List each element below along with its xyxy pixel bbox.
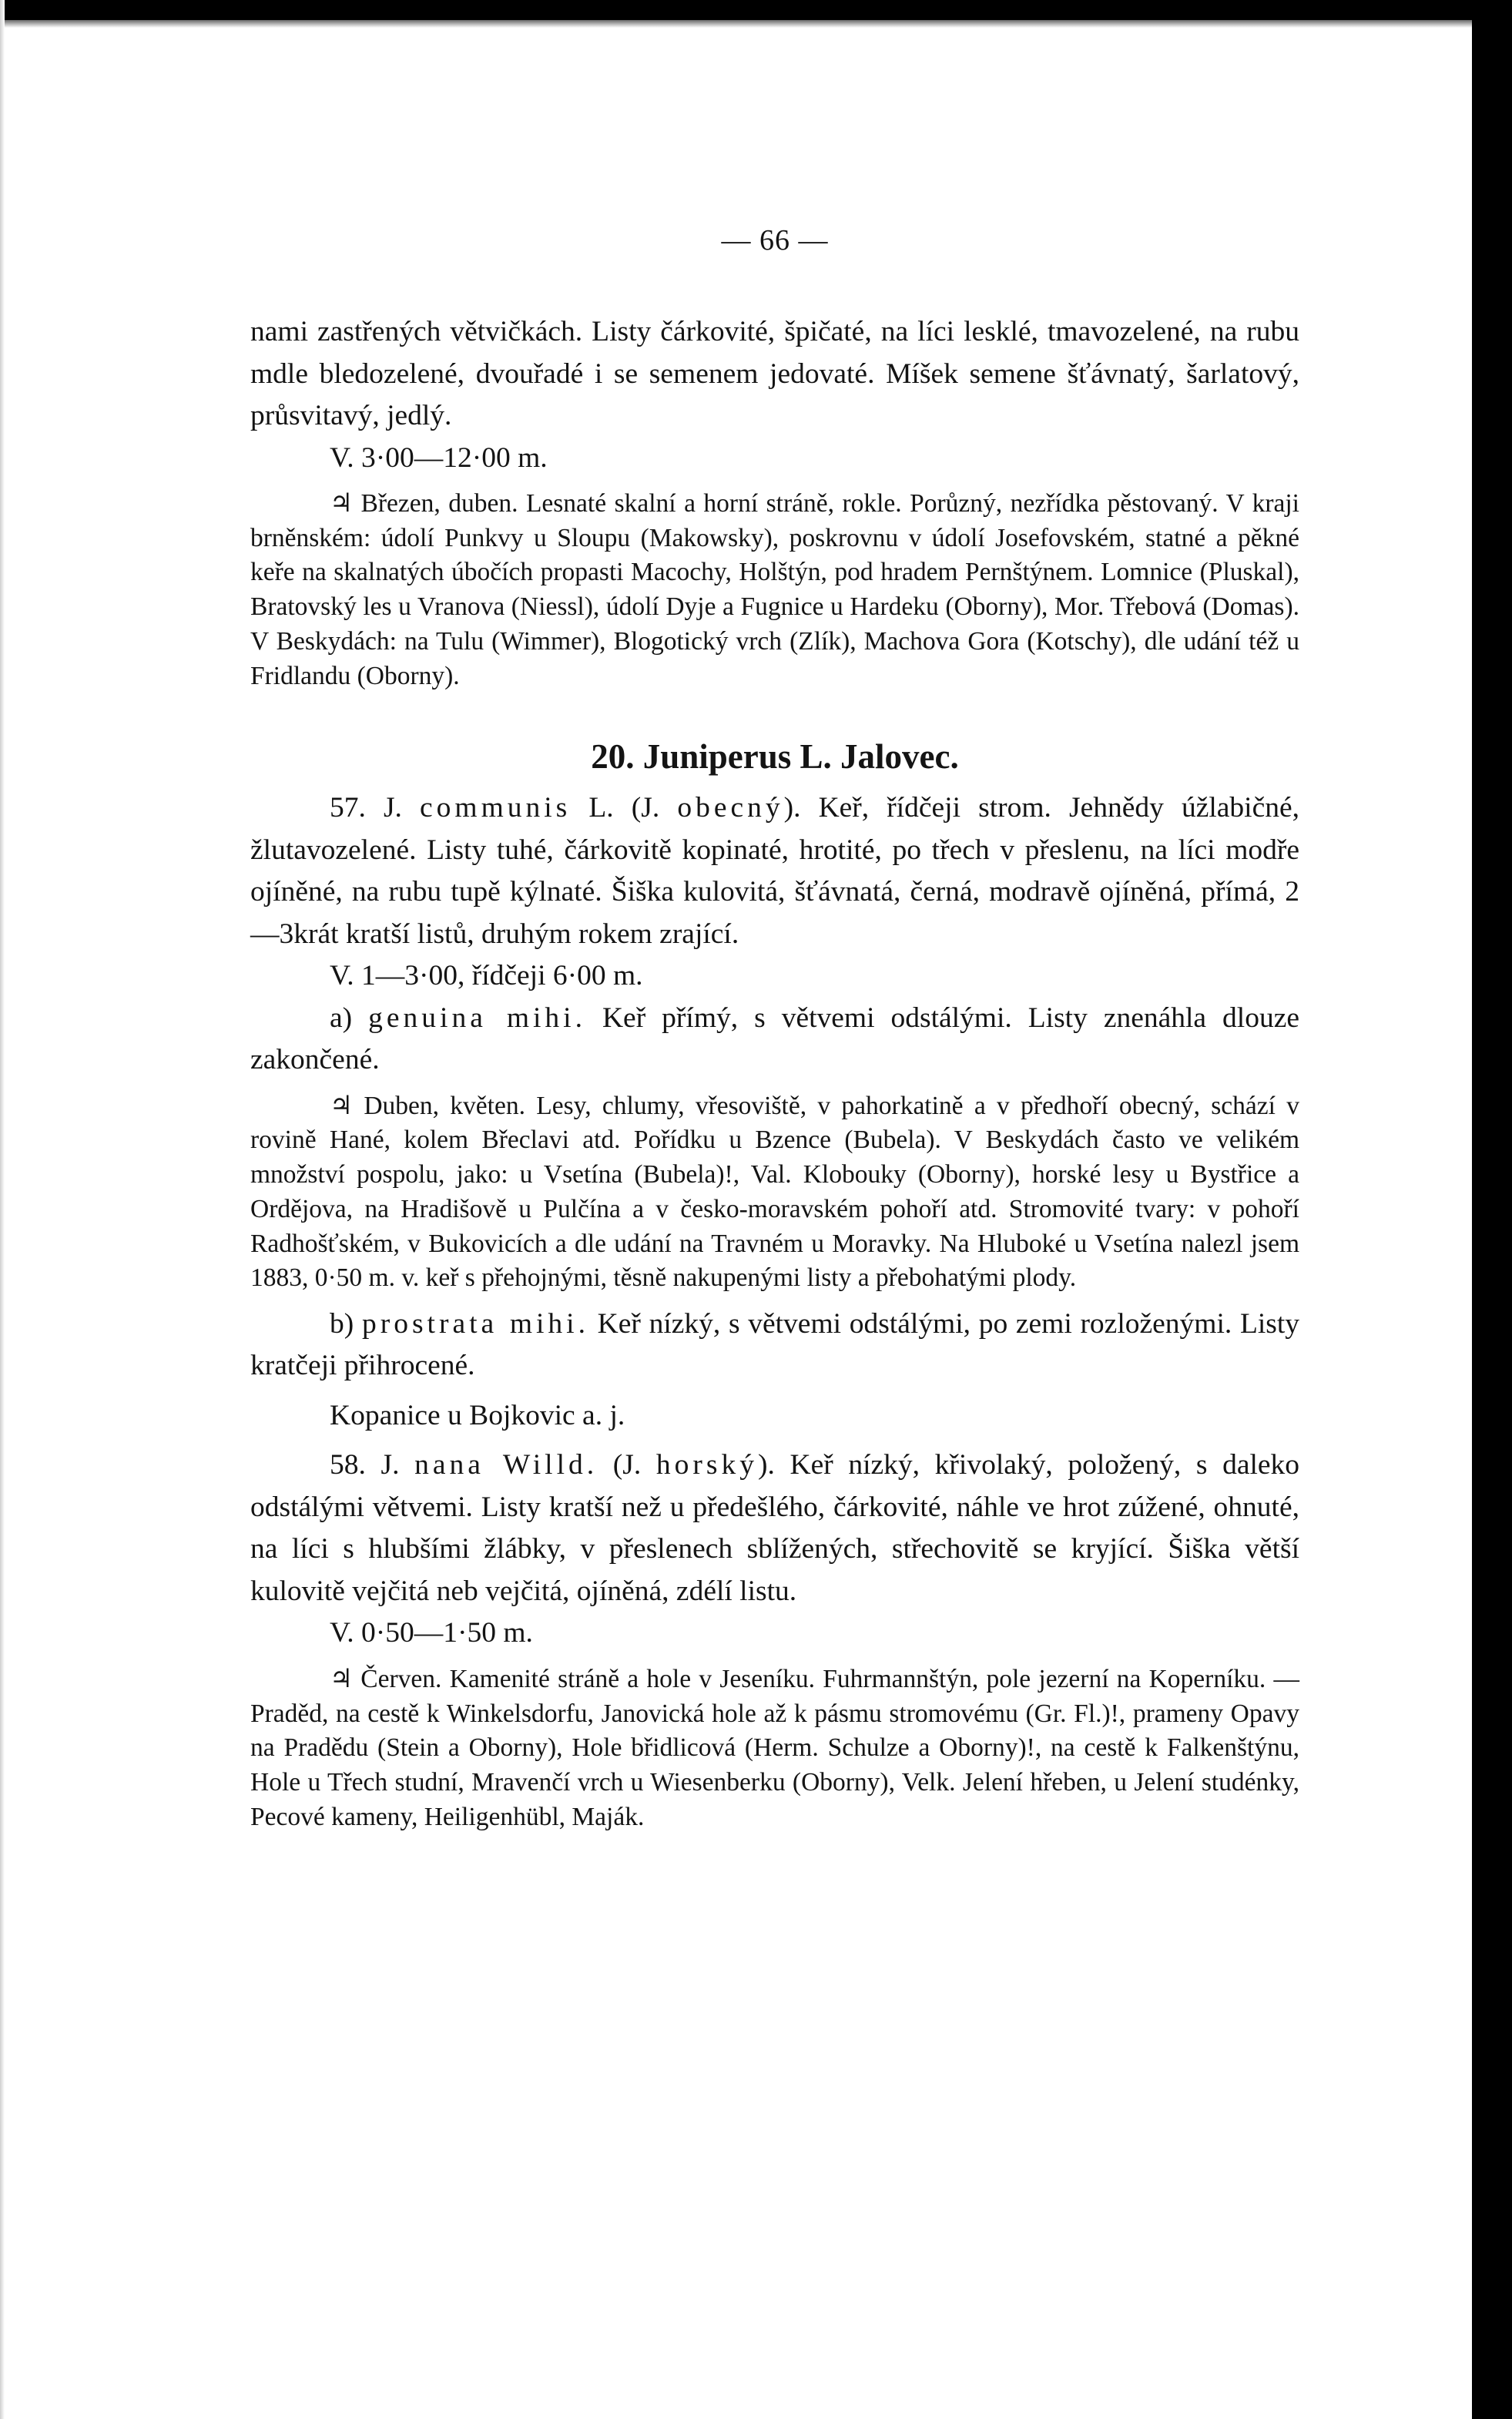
variety-name: prostrata mihi. [361,1307,589,1340]
variety-description: Keř přímý, s větvemi odstálými. Listy znenáhla dlouze zakončené. [250,1001,1300,1076]
scan-top-shadow [0,20,1472,28]
paragraph-variety-prostrata [250,1303,1299,1387]
species-description: ). Keř nízký, křivolaký, položený, s daleko odstálými větvemi. Listy kratší než u předešlého, čárkovité, náhle ve hrot zúžené, ohnuté, na líci s hlubšími žlábky, v přeslenech sblížených, střechovitě se kryjící. Šiška větší kulovitě vejčitá neb vejčitá, ojíněná, zdélí listu. [250,1449,1300,1607]
species-latin-name: nana Willd. [414,1449,598,1481]
species-latin-name: communis [420,792,572,824]
species-description: ). Keř, řídčeji strom. Jehnědy úžlabičné, žlutavozelené. Listy tuhé, čárkovitě kopinaté, hrotité, po třech v přeslenu, na líci modře ojíněné, na rubu tupě kýlnaté. Šiška kulovitá, šťávnatá, černá, modravě ojíněná, přímá, 2—3krát kratší listů, druhým rokem zrající. [250,792,1300,950]
scan-right-border [1472,0,1512,2419]
paragraph-taxus-localities: ♃ Březen, duben. Lesnaté skalní a horní stráně, rokle. Porůzný, nezřídka pěstovaný. V kraji brněnském: údolí Punkvy u Sloupu (Makowsky), poskrovnu v údolí Josefovském, statné a pěkné keře na skalnatých úbočích propasti Macochy, Holštýn, pod hradem Pernštýnem. Lomnice (Pluskal), Bratovský les u Vranova (Niessl), údolí Dyje a Fugnice u Hardeku (Oborny), Mor. Třebová (Domas). V Beskydách: na Tulu (Wimmer), Blogotický vrch (Zlík), Machova Gora (Kotschy), dle udání též u Fridlandu (Oborny). [250,489,1299,690]
species-number: 57. J. [330,792,402,824]
species-number: 58. J. [330,1449,400,1481]
paragraph-genuina-localities: ♃ Duben, květen. Lesy, chlumy, vřesoviště, v pahorkatině a v předhoří obecný, schází v rovině Hané, kolem Břeclavi atd. Pořídku u Bzence (Bubela). V Beskydách často ve velikém množství pospolu, jako: u Vsetína (Bubela)!, Val. Klobouky (Oborny), horské lesy u Bystřice a Ordějova, na Hradišově u Pulčína a v česko-moravském pohoří atd. Stromovité tvary: v pohoří Radhošťském, v Bukovicích a dle udání na Travném u Moravky. Na Hluboké u Vsetína nalezl jsem 1883, 0·50 m. v. keř s přehojnými, těsně nakupenými listy a přebohatými plody. [250,1091,1299,1293]
variety-name: genuina mihi. [368,1001,586,1034]
scan-left-shadow [0,0,5,2419]
paragraph-variety-genuina [250,998,1299,1082]
variety-marker: b) [330,1307,354,1340]
paragraph-juniperus-nana [250,1444,1299,1612]
paragraph-juniperus-communis [250,787,1299,955]
species-author: (J. [612,1449,642,1481]
species-author: L. (J. [588,792,660,824]
paragraph-taxus-height: V. 3·00—12·00 m. [330,441,548,474]
page-content [250,223,1299,1834]
paragraph-prostrata-locality: Kopanice u Bojkovic a. j. [330,1399,625,1431]
page-number: — 66 — [721,224,829,257]
paragraph-taxus-description: nami zastřených větvičkách. Listy čárkovité, špičaté, na líci lesklé, tmavozelené, na rubu mdle bledozelené, dvouřadé i se semenem jedovaté. Míšek semene šťávnatý, šarlatový, průsvitavý, jedlý. [250,316,1299,431]
paragraph-nana-localities: ♃ Červen. Kamenité stráně a hole v Jeseníku. Fuhrmannštýn, pole jezerní na Koperníku. — Praděd, na cestě k Winkelsdorfu, Janovická hole až k pásmu stromovému (Gr. Fl.)!, prameny Opavy na Pradědu (Stein a Oborny), Hole břidlicová (Herm. Schulze a Oborny)!, na cestě k Falkenštýnu, Hole u Třech studní, Mravenčí vrch u Wiesenberku (Oborny), Velk. Jelení hřeben, u Jelení studénky, Pecové kameny, Heiligenhübl, Maják. [250,1664,1299,1831]
variety-description: Keř nízký, s větvemi odstálými, po zemi rozloženými. Listy kratčeji přihrocené. [250,1307,1300,1382]
scan-top-border [0,0,1472,20]
genus-heading: 20. Juniperus L. Jalovec. [591,737,959,777]
species-czech-name: horský [655,1449,758,1481]
paragraph-nana-height: V. 0·50—1·50 m. [330,1617,533,1649]
paragraph-communis-height: V. 1—3·00, řídčeji 6·00 m. [330,960,643,992]
species-czech-name: obecný [677,792,784,824]
variety-marker: a) [330,1001,353,1034]
